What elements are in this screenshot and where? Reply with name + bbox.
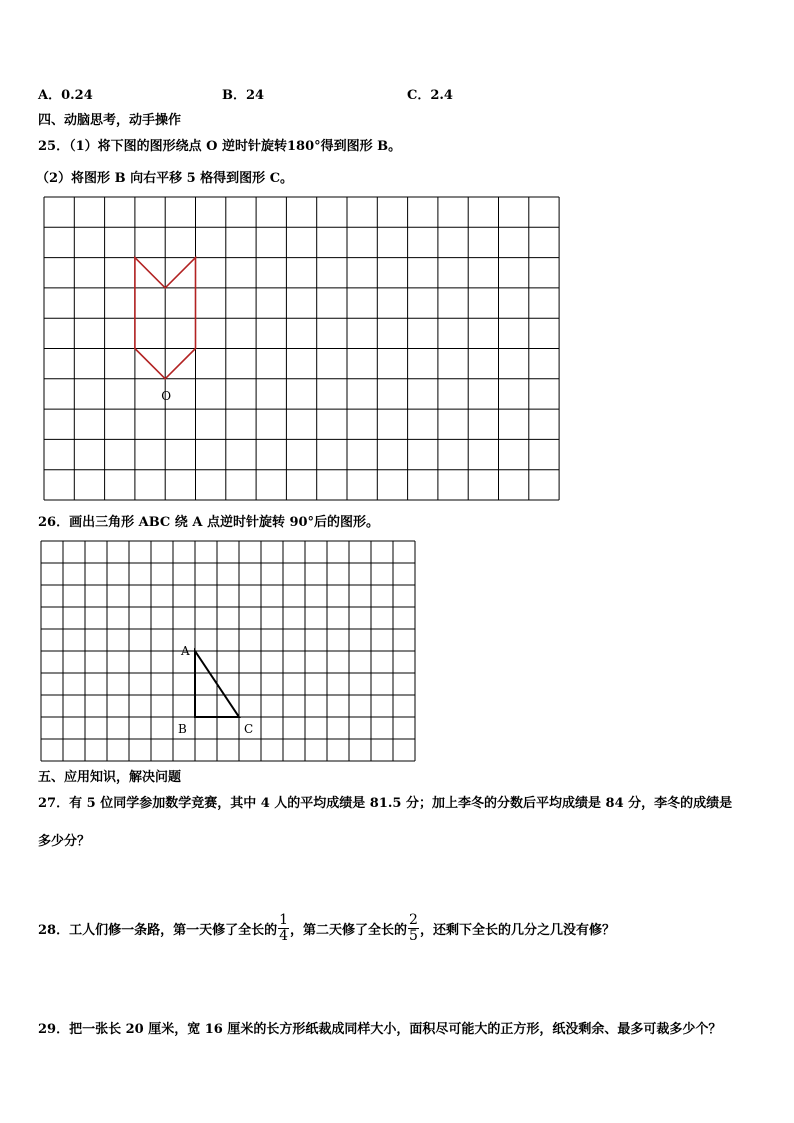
q27-line2: 多少分？ (38, 834, 91, 849)
q28-fraction-2 (408, 913, 419, 944)
q28-text-mid: ，第二天修了全长的 (290, 923, 408, 938)
q28-fraction-1-denominator: 4 (279, 928, 289, 944)
q28-text-pre: 28．工人们修一条路，第一天修了全长的 (38, 923, 278, 938)
q28-fraction-1-numerator: 1 (279, 912, 289, 928)
q25-part1: 25．（1）将下图的图形绕点 O 逆时针旋转180°得到图形 B。 (38, 139, 402, 154)
option-c: C．2.4 (407, 88, 453, 103)
q25-point-o-label: O (161, 388, 172, 403)
q26-label-c: C (244, 722, 254, 736)
q28-fraction-2-denominator: 5 (409, 928, 418, 944)
q28-text-post: ，还剩下全长的几分之几没有修？ (419, 923, 615, 938)
q26-question: 26．画出三角形 ABC 绕 A 点逆时针旋转 90°后的图形。 (38, 515, 380, 530)
q26-label-b: B (178, 722, 187, 736)
q28-question (38, 913, 615, 944)
q29-question: 29．把一张长 20 厘米，宽 16 厘米的长方形纸裁成同样大小，面积尽可能大的正方形，纸没剩余、最多可裁多少个？ (38, 1022, 722, 1037)
section-5-title: 五、应用知识，解决问题 (38, 770, 182, 785)
q27-line1: 27．有 5 位同学参加数学竞赛，其中 4 人的平均成绩是 81.5 分；加上李冬的分数后平均成绩是 84 分，李冬的成绩是 (38, 796, 733, 811)
q28-fraction-1 (278, 913, 289, 944)
option-b: B．24 (222, 88, 265, 103)
option-a: A．0.24 (38, 88, 93, 103)
q25-part2: （2）将图形 B 向右平移 5 格得到图形 C。 (36, 171, 294, 186)
q26-label-a: A (181, 644, 190, 658)
q28-fraction-2-numerator: 2 (409, 912, 418, 928)
section-4-title: 四、动脑思考，动手操作 (38, 113, 182, 128)
